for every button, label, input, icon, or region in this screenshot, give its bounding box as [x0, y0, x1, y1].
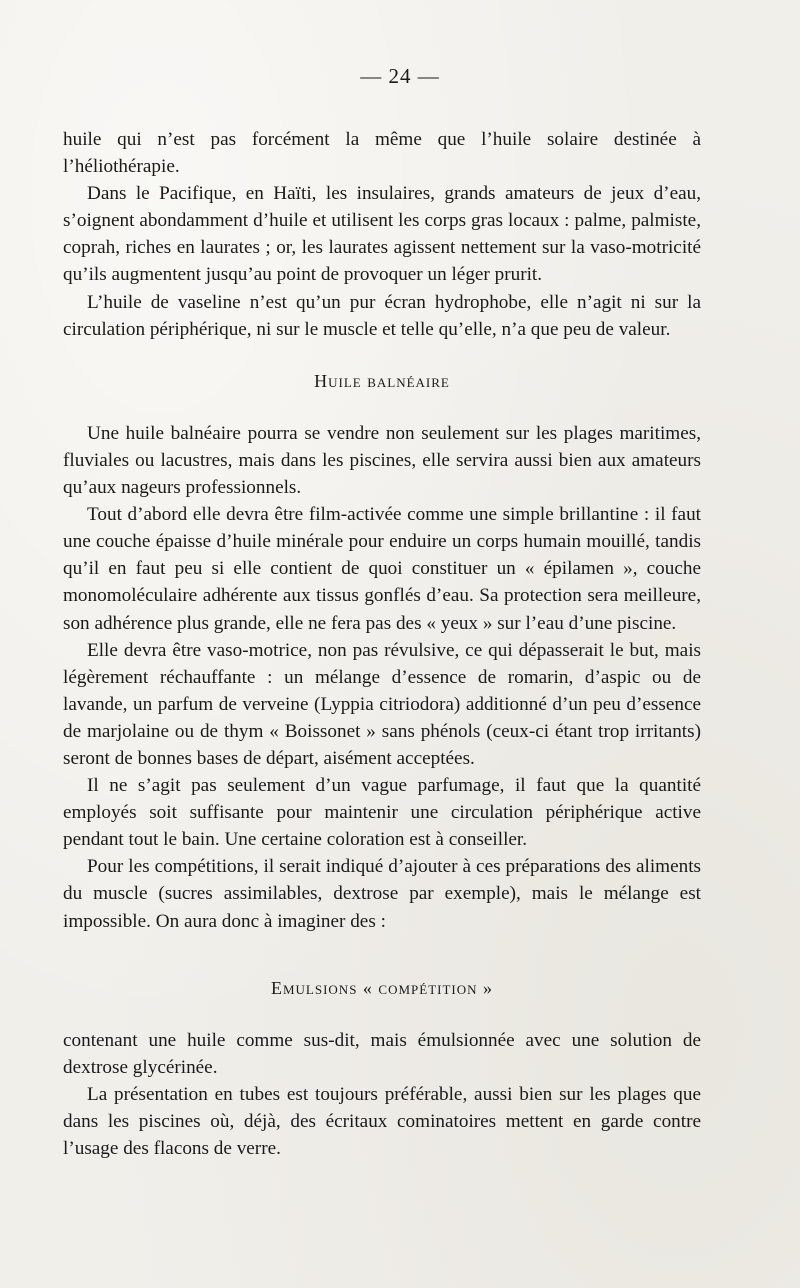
document-body — [63, 126, 701, 1162]
paragraph: Dans le Pacifique, en Haïti, les insulaires, grands amateurs de jeux d’eau, s’oignent abondamment d’huile et utilisent les corps gras locaux : palme, palmiste, coprah, riches en laurates ; or, les laurates agissent nettement sur la vaso-motricité qu’ils augmentent jusqu’au point de provoquer un léger prurit. — [63, 183, 701, 286]
paragraph: L’huile de vaseline n’est qu’un pur écran hydrophobe, elle n’agit ni sur la circulation périphérique, ni sur le muscle et telle qu’elle, n’a que peu de valeur. — [63, 291, 701, 340]
page-number: — 24 — — [360, 64, 440, 88]
paragraph: Une huile balnéaire pourra se vendre non seulement sur les plages maritimes, fluviales ou lacustres, mais dans les piscines, elle servira aussi bien aux amateurs qu’aux nageurs professionnels. — [63, 422, 701, 499]
paragraph: contenant une huile comme sus-dit, mais émulsionnée avec une solution de dextrose glycérinée. — [63, 1029, 701, 1078]
paragraph: La présentation en tubes est toujours préférable, aussi bien sur les plages que dans les piscines où, déjà, des écritaux cominatoires mettent en garde contre l’usage des flacons de verre. — [63, 1083, 701, 1160]
paragraph: Pour les compétitions, il serait indiqué d’ajouter à ces préparations des aliments du muscle (sucres assimilables, dextrose par exemple), mais le mélange est impossible. On aura donc à imaginer des : — [63, 856, 701, 932]
paragraph: huile qui n’est pas forcément la même que l’huile solaire destinée à l’héliothérapie. — [63, 129, 701, 178]
paragraph: Il ne s’agit pas seulement d’un vague parfumage, il faut que la quantité employés soit suffisante pour maintenir une circulation périphérique active pendant tout le bain. Une certaine coloration est à conseiller. — [63, 775, 701, 851]
paragraph: Tout d’abord elle devra être film-activée comme une simple brillantine : il faut une couche épaisse d’huile minérale pour enduire un corps humain mouillé, tandis qu’il en faut peu si elle contient de quoi constituer un « épilamen », couche monomoléculaire adhérente aux tissus gonflés d’eau. Sa protection sera meilleure, son adhérence plus grande, elle ne fera pas des « yeux » sur l’eau d’une piscine. — [63, 504, 701, 634]
paragraph: Elle devra être vaso-motrice, non pas révulsive, ce qui dépasserait le but, mais légèrement réchauffante : un mélange d’essence de romarin, d’aspic ou de lavande, un parfum de verveine (Lyppia citriodora) additionné d’un peu d’essence de marjolaine ou de thym « Boissonet » sans phénols (ceux-ci étant trop irritants) seront de bonnes bases de départ, aisément acceptées. — [63, 639, 701, 769]
section-heading: Huile balnéaire — [314, 370, 450, 391]
section-heading: Emulsions « compétition » — [270, 977, 494, 998]
